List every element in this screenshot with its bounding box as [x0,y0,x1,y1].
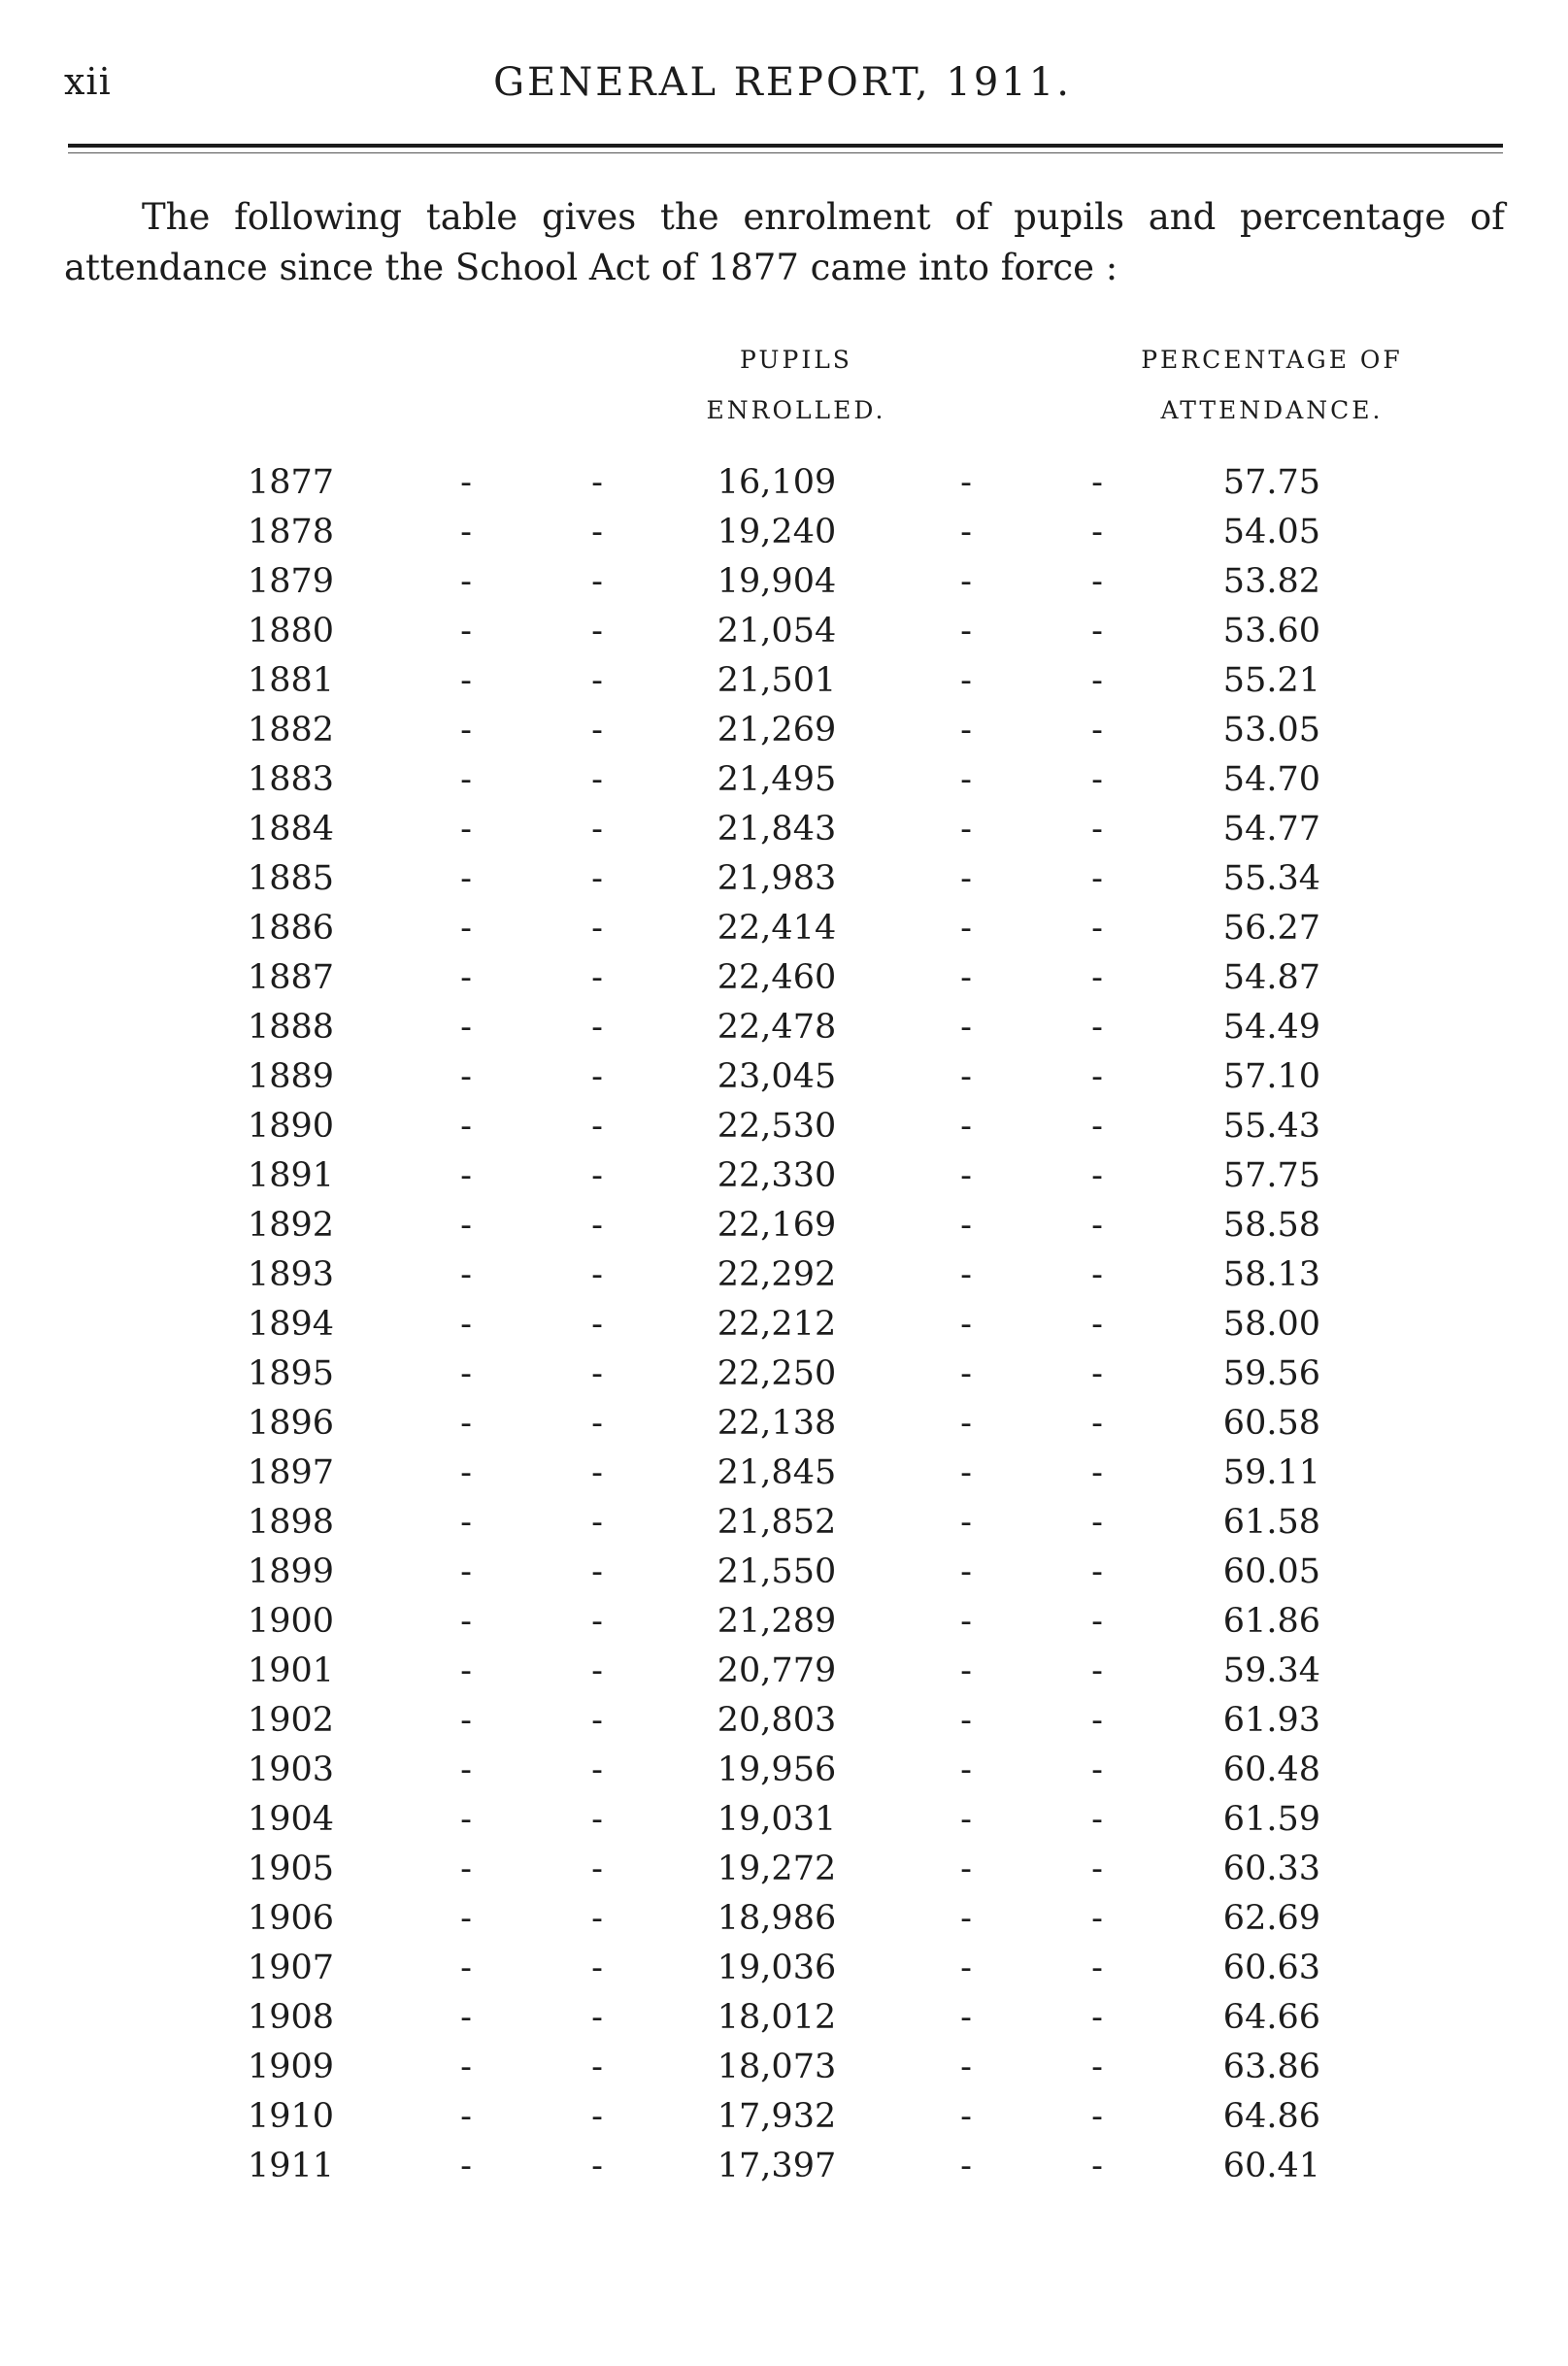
table-row [0,904,1568,953]
leader-dash: - [460,1899,472,1938]
pupils-enrolled-cell: 23,045 [717,1057,837,1096]
pupils-enrolled-cell: 22,478 [717,1008,837,1047]
leader-dash: - [591,1354,603,1393]
leader-dash: - [591,463,603,502]
attendance-percentage-cell: 61.86 [1222,1602,1320,1641]
table-row [0,656,1568,706]
table-row [0,1003,1568,1052]
table-row [0,1696,1568,1746]
leader-dash: - [1091,1701,1103,1740]
leader-dash: - [460,463,472,502]
leader-dash: - [1091,463,1103,502]
leader-dash: - [591,1701,603,1740]
leader-dash: - [460,1305,472,1344]
leader-dash: - [460,1156,472,1195]
leader-dash: - [460,1107,472,1146]
table-row [0,1845,1568,1894]
year-cell: 1884 [248,810,335,849]
attendance-percentage-cell: 55.34 [1222,859,1320,898]
pupils-enrolled-cell: 21,843 [717,810,837,849]
attendance-percentage-cell: 54.87 [1222,958,1320,997]
table-row [0,1102,1568,1151]
leader-dash: - [591,2147,603,2185]
leader-dash: - [460,612,472,650]
leader-dash: - [460,2048,472,2086]
leader-dash: - [1091,1156,1103,1195]
leader-dash: - [460,958,472,997]
year-cell: 1885 [248,859,335,898]
pupils-enrolled-cell: 22,212 [717,1305,837,1344]
header-rule-thin [68,152,1503,153]
leader-dash: - [960,1255,972,1294]
leader-dash: - [591,2048,603,2086]
leader-dash: - [591,1651,603,1690]
leader-dash: - [1091,1552,1103,1591]
table-row [0,1894,1568,1944]
year-cell: 1881 [248,661,335,700]
leader-dash: - [460,1602,472,1641]
leader-dash: - [960,1206,972,1245]
year-cell: 1896 [248,1404,335,1443]
attendance-percentage-cell: 61.93 [1222,1701,1320,1740]
leader-dash: - [960,1602,972,1641]
leader-dash: - [1091,1107,1103,1146]
year-cell: 1882 [248,711,335,750]
leader-dash: - [1091,1949,1103,1987]
leader-dash: - [1091,1899,1103,1938]
year-cell: 1908 [248,1998,335,2037]
leader-dash: - [960,1354,972,1393]
year-cell: 1879 [248,562,335,601]
attendance-percentage-cell: 58.13 [1222,1255,1320,1294]
pupils-enrolled-cell: 21,983 [717,859,837,898]
leader-dash: - [960,958,972,997]
leader-dash: - [591,1602,603,1641]
attendance-percentage-cell: 54.49 [1222,1008,1320,1047]
leader-dash: - [460,810,472,849]
attendance-percentage-cell: 57.75 [1222,1156,1320,1195]
attendance-percentage-cell: 57.10 [1222,1057,1320,1096]
attendance-percentage-cell: 61.58 [1222,1503,1320,1542]
table-row [0,1201,1568,1250]
leader-dash: - [591,760,603,799]
year-cell: 1880 [248,612,335,650]
table-row [0,1350,1568,1399]
column-header-pupils [612,335,981,436]
year-cell: 1905 [248,1849,335,1888]
attendance-percentage-cell: 59.34 [1222,1651,1320,1690]
pupils-enrolled-cell: 20,803 [717,1701,837,1740]
leader-dash: - [1091,2097,1103,2136]
leader-dash: - [960,859,972,898]
table-row [0,2092,1568,2142]
leader-dash: - [960,1750,972,1789]
pupils-enrolled-cell: 22,292 [717,1255,837,1294]
year-cell: 1907 [248,1949,335,1987]
leader-dash: - [460,1008,472,1047]
leader-dash: - [591,810,603,849]
table-row [0,1746,1568,1795]
leader-dash: - [1091,513,1103,551]
year-cell: 1911 [248,2147,335,2185]
year-cell: 1909 [248,2048,335,2086]
year-cell: 1887 [248,958,335,997]
year-cell: 1901 [248,1651,335,1690]
attendance-percentage-cell: 54.05 [1222,513,1320,551]
leader-dash: - [591,1750,603,1789]
leader-dash: - [960,612,972,650]
leader-dash: - [460,562,472,601]
leader-dash: - [960,711,972,750]
table-row [0,508,1568,557]
page-header [64,60,1501,118]
leader-dash: - [1091,1849,1103,1888]
table-row [0,458,1568,508]
table-row [0,1399,1568,1449]
pupils-enrolled-cell: 21,852 [717,1503,837,1542]
leader-dash: - [460,1552,472,1591]
pupils-enrolled-cell: 19,904 [717,562,837,601]
year-cell: 1900 [248,1602,335,1641]
table-row [0,1151,1568,1201]
leader-dash: - [1091,661,1103,700]
year-cell: 1906 [248,1899,335,1938]
leader-dash: - [591,2097,603,2136]
leader-dash: - [460,1651,472,1690]
leader-dash: - [960,1305,972,1344]
leader-dash: - [960,2147,972,2185]
table-row [0,2043,1568,2092]
pupils-enrolled-cell: 17,397 [717,2147,837,2185]
table-row [0,805,1568,854]
leader-dash: - [1091,1404,1103,1443]
attendance-percentage-cell: 64.66 [1222,1998,1320,2037]
year-cell: 1886 [248,909,335,948]
leader-dash: - [591,1057,603,1096]
leader-dash: - [591,1849,603,1888]
pupils-enrolled-cell: 21,495 [717,760,837,799]
leader-dash: - [460,1206,472,1245]
leader-dash: - [1091,1453,1103,1492]
leader-dash: - [1091,810,1103,849]
table-row [0,1548,1568,1597]
attendance-percentage-cell: 55.43 [1222,1107,1320,1146]
leader-dash: - [460,513,472,551]
table-row [0,1993,1568,2043]
year-cell: 1891 [248,1156,335,1195]
year-cell: 1903 [248,1750,335,1789]
table-row [0,1498,1568,1548]
leader-dash: - [591,1156,603,1195]
attendance-percentage-cell: 61.59 [1222,1800,1320,1839]
enrolment-table [0,458,1568,2191]
year-cell: 1894 [248,1305,335,1344]
table-row [0,1052,1568,1102]
attendance-percentage-cell: 60.41 [1222,2147,1320,2185]
attendance-percentage-cell: 54.77 [1222,810,1320,849]
leader-dash: - [960,562,972,601]
attendance-percentage-cell: 55.21 [1222,661,1320,700]
leader-dash: - [960,1800,972,1839]
leader-dash: - [1091,1750,1103,1789]
pupils-enrolled-cell: 21,289 [717,1602,837,1641]
leader-dash: - [960,1849,972,1888]
table-row [0,953,1568,1003]
year-cell: 1877 [248,463,335,502]
column-header-pupils-line2: ENROLLED. [706,396,886,424]
pupils-enrolled-cell: 22,530 [717,1107,837,1146]
leader-dash: - [591,1503,603,1542]
leader-dash: - [960,2097,972,2136]
page-number: xii [64,60,112,103]
pupils-enrolled-cell: 20,779 [717,1651,837,1690]
column-header-pupils-line1: PUPILS [740,346,852,374]
leader-dash: - [591,1404,603,1443]
pupils-enrolled-cell: 18,986 [717,1899,837,1938]
leader-dash: - [591,1255,603,1294]
attendance-percentage-cell: 60.63 [1222,1949,1320,1987]
pupils-enrolled-cell: 21,501 [717,661,837,700]
leader-dash: - [1091,859,1103,898]
attendance-percentage-cell: 53.05 [1222,711,1320,750]
table-row [0,706,1568,755]
leader-dash: - [1091,760,1103,799]
attendance-percentage-cell: 53.82 [1222,562,1320,601]
year-cell: 1893 [248,1255,335,1294]
leader-dash: - [960,1057,972,1096]
leader-dash: - [960,1552,972,1591]
leader-dash: - [460,2097,472,2136]
pupils-enrolled-cell: 17,932 [717,2097,837,2136]
leader-dash: - [1091,1602,1103,1641]
column-header-attendance [1068,335,1476,436]
table-row [0,2142,1568,2191]
leader-dash: - [1091,1305,1103,1344]
leader-dash: - [460,1949,472,1987]
table-row [0,1300,1568,1350]
leader-dash: - [960,760,972,799]
attendance-percentage-cell: 64.86 [1222,2097,1320,2136]
leader-dash: - [591,661,603,700]
attendance-percentage-cell: 62.69 [1222,1899,1320,1938]
pupils-enrolled-cell: 22,460 [717,958,837,997]
year-cell: 1892 [248,1206,335,1245]
leader-dash: - [960,909,972,948]
column-header-attendance-line2: ATTENDANCE. [1160,396,1384,424]
year-cell: 1890 [248,1107,335,1146]
leader-dash: - [591,612,603,650]
leader-dash: - [1091,1800,1103,1839]
leader-dash: - [460,859,472,898]
leader-dash: - [460,711,472,750]
pupils-enrolled-cell: 19,031 [717,1800,837,1839]
leader-dash: - [591,909,603,948]
leader-dash: - [460,1998,472,2037]
year-cell: 1889 [248,1057,335,1096]
leader-dash: - [960,1949,972,1987]
leader-dash: - [460,1503,472,1542]
year-cell: 1888 [248,1008,335,1047]
attendance-percentage-cell: 56.27 [1222,909,1320,948]
attendance-percentage-cell: 59.56 [1222,1354,1320,1393]
year-cell: 1883 [248,760,335,799]
pupils-enrolled-cell: 19,036 [717,1949,837,1987]
leader-dash: - [960,1404,972,1443]
leader-dash: - [960,1107,972,1146]
leader-dash: - [591,1552,603,1591]
pupils-enrolled-cell: 22,330 [717,1156,837,1195]
attendance-percentage-cell: 60.05 [1222,1552,1320,1591]
leader-dash: - [591,562,603,601]
leader-dash: - [460,1057,472,1096]
leader-dash: - [960,810,972,849]
pupils-enrolled-cell: 21,054 [717,612,837,650]
leader-dash: - [591,958,603,997]
leader-dash: - [591,1008,603,1047]
leader-dash: - [460,1701,472,1740]
table-row [0,1944,1568,1993]
table-row [0,854,1568,904]
year-cell: 1878 [248,513,335,551]
leader-dash: - [591,1899,603,1938]
attendance-percentage-cell: 60.58 [1222,1404,1320,1443]
leader-dash: - [1091,1651,1103,1690]
leader-dash: - [1091,2048,1103,2086]
leader-dash: - [591,1800,603,1839]
attendance-percentage-cell: 63.86 [1222,2048,1320,2086]
year-cell: 1897 [248,1453,335,1492]
attendance-percentage-cell: 58.58 [1222,1206,1320,1245]
table-row [0,1250,1568,1300]
column-header-attendance-line1: PERCENTAGE OF [1141,346,1403,374]
year-cell: 1899 [248,1552,335,1591]
leader-dash: - [460,1849,472,1888]
leader-dash: - [960,1701,972,1740]
leader-dash: - [960,1503,972,1542]
leader-dash: - [591,859,603,898]
leader-dash: - [1091,562,1103,601]
leader-dash: - [1091,1057,1103,1096]
leader-dash: - [1091,1998,1103,2037]
leader-dash: - [1091,1008,1103,1047]
attendance-percentage-cell: 53.60 [1222,612,1320,650]
year-cell: 1902 [248,1701,335,1740]
leader-dash: - [460,1453,472,1492]
leader-dash: - [591,1949,603,1987]
leader-dash: - [591,1107,603,1146]
leader-dash: - [1091,612,1103,650]
leader-dash: - [960,513,972,551]
intro-paragraph: The following table gives the enrolment of pupils and percentage of attendance since the School Act of 1877 came into force : [64,196,1505,288]
leader-dash: - [960,1998,972,2037]
leader-dash: - [960,661,972,700]
pupils-enrolled-cell: 22,138 [717,1404,837,1443]
year-cell: 1910 [248,2097,335,2136]
pupils-enrolled-cell: 21,550 [717,1552,837,1591]
leader-dash: - [1091,2147,1103,2185]
leader-dash: - [460,2147,472,2185]
pupils-enrolled-cell: 19,272 [717,1849,837,1888]
leader-dash: - [591,1998,603,2037]
header-rule-thick [68,144,1503,148]
table-row [0,1597,1568,1647]
attendance-percentage-cell: 60.33 [1222,1849,1320,1888]
leader-dash: - [591,513,603,551]
leader-dash: - [1091,1206,1103,1245]
year-cell: 1904 [248,1800,335,1839]
pupils-enrolled-cell: 21,269 [717,711,837,750]
attendance-percentage-cell: 59.11 [1222,1453,1320,1492]
leader-dash: - [1091,1503,1103,1542]
leader-dash: - [591,711,603,750]
leader-dash: - [591,1453,603,1492]
leader-dash: - [460,1800,472,1839]
leader-dash: - [1091,711,1103,750]
pupils-enrolled-cell: 21,845 [717,1453,837,1492]
table-row [0,755,1568,805]
page-title: GENERAL REPORT, 1911. [493,60,1072,105]
leader-dash: - [960,1008,972,1047]
leader-dash: - [460,1255,472,1294]
leader-dash: - [591,1206,603,1245]
leader-dash: - [591,1305,603,1344]
table-row [0,1449,1568,1498]
pupils-enrolled-cell: 18,012 [717,1998,837,2037]
attendance-percentage-cell: 57.75 [1222,463,1320,502]
leader-dash: - [960,1651,972,1690]
leader-dash: - [460,760,472,799]
year-cell: 1895 [248,1354,335,1393]
table-row [0,1647,1568,1696]
leader-dash: - [1091,958,1103,997]
leader-dash: - [960,1156,972,1195]
attendance-percentage-cell: 58.00 [1222,1305,1320,1344]
leader-dash: - [460,909,472,948]
table-row [0,1795,1568,1845]
pupils-enrolled-cell: 22,169 [717,1206,837,1245]
leader-dash: - [460,1354,472,1393]
table-row [0,607,1568,656]
leader-dash: - [460,1404,472,1443]
leader-dash: - [960,2048,972,2086]
leader-dash: - [1091,909,1103,948]
leader-dash: - [460,1750,472,1789]
pupils-enrolled-cell: 22,250 [717,1354,837,1393]
leader-dash: - [460,661,472,700]
pupils-enrolled-cell: 18,073 [717,2048,837,2086]
attendance-percentage-cell: 54.70 [1222,760,1320,799]
pupils-enrolled-cell: 16,109 [717,463,837,502]
pupils-enrolled-cell: 19,240 [717,513,837,551]
pupils-enrolled-cell: 19,956 [717,1750,837,1789]
table-row [0,557,1568,607]
leader-dash: - [1091,1255,1103,1294]
year-cell: 1898 [248,1503,335,1542]
leader-dash: - [960,1453,972,1492]
attendance-percentage-cell: 60.48 [1222,1750,1320,1789]
pupils-enrolled-cell: 22,414 [717,909,837,948]
leader-dash: - [1091,1354,1103,1393]
leader-dash: - [960,463,972,502]
leader-dash: - [960,1899,972,1938]
